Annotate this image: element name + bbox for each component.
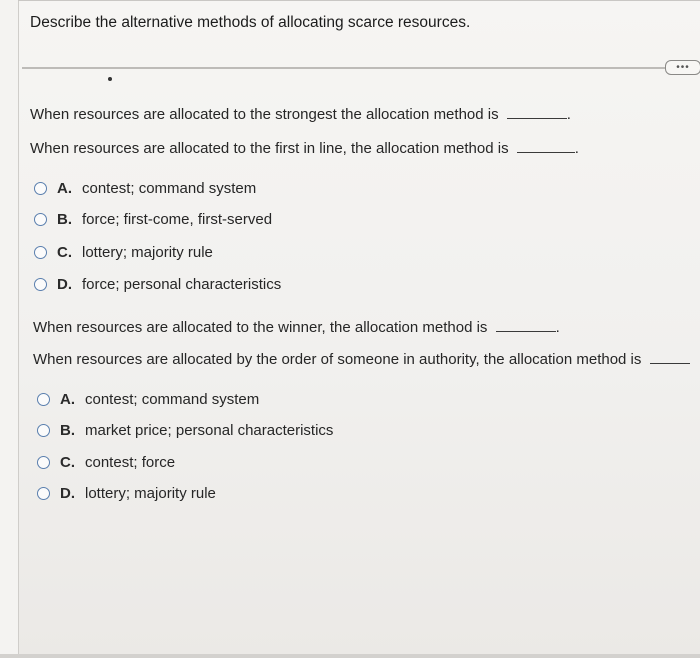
radio-button[interactable] (37, 456, 50, 469)
part2-option-a[interactable] (37, 391, 259, 408)
part2-statement-2-text: When resources are allocated by the order of someone in authority, the allocation method is (33, 351, 642, 368)
option-letter: A. (60, 391, 75, 408)
option-text: contest; command system (82, 180, 257, 197)
option-letter: A. (57, 180, 72, 197)
radio-button[interactable] (37, 393, 50, 406)
more-options-button[interactable]: ••• (665, 60, 700, 75)
part1-option-d[interactable] (34, 276, 281, 293)
radio-button[interactable] (34, 278, 47, 291)
radio-button[interactable] (37, 487, 50, 500)
part1-option-b[interactable] (34, 211, 272, 228)
option-letter: D. (57, 276, 72, 293)
option-letter: D. (60, 485, 75, 502)
part1-statement-1: When resources are allocated to the strongest the allocation method is . (30, 106, 571, 123)
marker-dot (108, 77, 112, 81)
part1-option-c[interactable] (34, 244, 213, 261)
section-divider (22, 67, 670, 69)
part2-option-c[interactable] (37, 454, 175, 471)
option-text: contest; force (85, 454, 176, 471)
radio-button[interactable] (34, 182, 47, 195)
option-letter: B. (57, 211, 72, 228)
option-text: market price; personal characteristics (85, 422, 334, 439)
option-text: contest; command system (85, 391, 260, 408)
option-text: force; personal characteristics (82, 276, 282, 293)
part2-option-d[interactable] (37, 485, 216, 502)
option-text: force; first-come, first-served (82, 211, 273, 228)
option-text: lottery; majority rule (85, 485, 216, 502)
left-panel-edge (0, 0, 19, 658)
radio-button[interactable] (34, 246, 47, 259)
option-letter: B. (60, 422, 75, 439)
top-divider (18, 0, 700, 1)
part1-statement-1-text: When resources are allocated to the strongest the allocation method is (30, 106, 499, 123)
part2-statement-1-text: When resources are allocated to the winner, the allocation method is (33, 319, 488, 336)
radio-button[interactable] (34, 213, 47, 226)
part2-statement-2 (33, 349, 690, 368)
part2-option-b[interactable] (37, 422, 333, 439)
part2-blank-2 (650, 349, 690, 364)
bottom-edge (0, 654, 700, 658)
part1-statement-2: When resources are allocated to the first in line, the allocation method is . (30, 140, 579, 157)
option-letter: C. (57, 244, 72, 261)
option-text: lottery; majority rule (82, 244, 213, 261)
part1-blank-1 (507, 104, 567, 119)
radio-button[interactable] (37, 424, 50, 437)
part2-blank-1 (496, 317, 556, 332)
part1-blank-2 (517, 138, 575, 153)
part2-statement-1: When resources are allocated to the winner, the allocation method is . (33, 319, 560, 336)
part1-statement-2-text: When resources are allocated to the first in line, the allocation method is (30, 140, 509, 157)
question-title: Describe the alternative methods of allocating scarce resources. (30, 14, 471, 31)
part1-option-a[interactable] (34, 180, 256, 197)
option-letter: C. (60, 454, 75, 471)
